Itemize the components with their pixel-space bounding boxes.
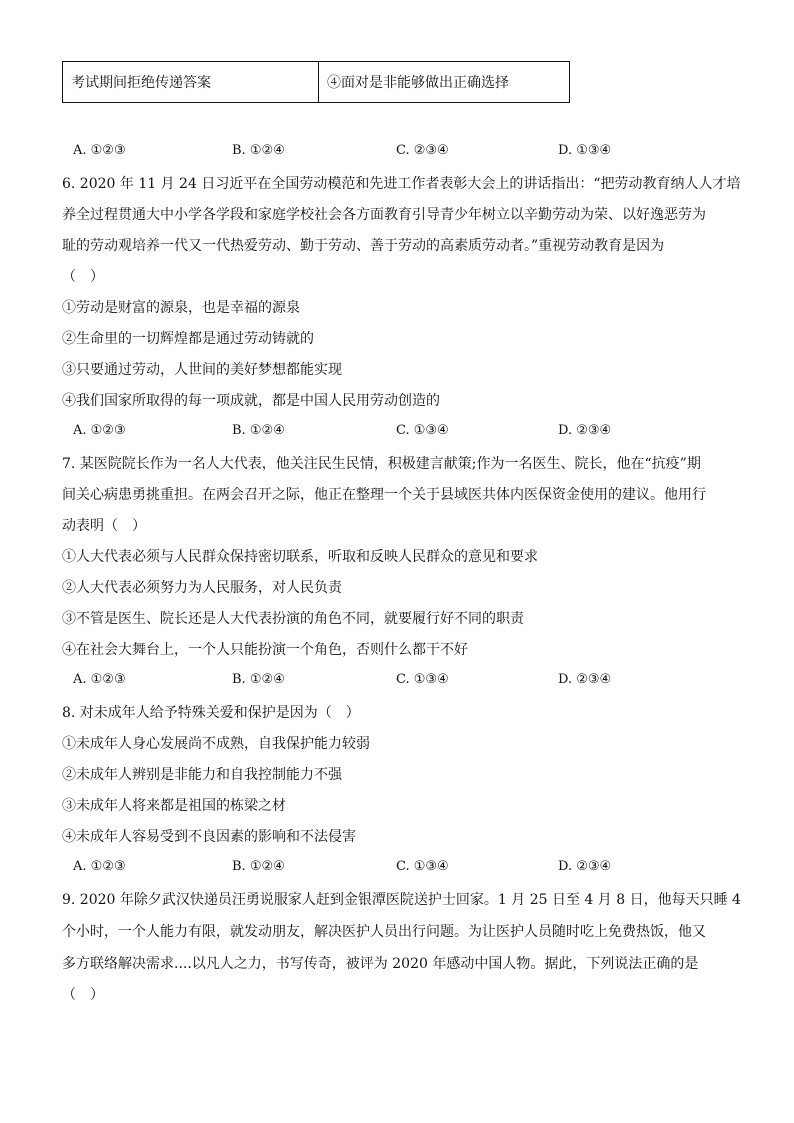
option-c[interactable]: C. ①③④ xyxy=(396,859,449,874)
q6-stem-line: 耻的劳动观培养一代又一代热爱劳动、勤于劳动、善于劳动的高素质劳动者。”重视劳动教育是因为 xyxy=(62,238,665,254)
q6-answer-blank: （ ） xyxy=(62,269,104,285)
q6-stem-line: 6. 2020 年 11 月 24 日习近平在全国劳动模范和先进工作者表彰大会上的讲话指出：“把劳动教育纳人人才培 xyxy=(62,176,741,192)
q6-stem-line: 养全过程贯通大中小学各学段和家庭学校社会各方面教育引导青少年树立以辛勤劳动为荣、以好逸恶劳为 xyxy=(62,207,706,223)
q9-stem-line: 多方联络解决需求....以凡人之力，书写传奇，被评为 2020 年感动中国人物。据此，下列说法正确的是 xyxy=(62,956,699,972)
table-cell: ④面对是非能够做出正确选择 xyxy=(319,62,570,103)
option-c[interactable]: C. ②③④ xyxy=(396,143,449,158)
option-b[interactable]: B. ①②④ xyxy=(232,859,285,874)
option-b[interactable]: B. ①②④ xyxy=(232,672,285,687)
q8-item: ②未成年人辨别是非能力和自我控制能力不强 xyxy=(62,767,342,783)
option-c[interactable]: C. ①③④ xyxy=(396,423,449,438)
q7-stem-line: 7. 某医院院长作为一名人大代表，他关注民生民情，积极建言献策;作为一名医生、院长，他在“抗疫”期 xyxy=(62,456,701,472)
option-d[interactable]: D. ②③④ xyxy=(558,423,612,438)
q6-item: ④我们国家所取得的每一项成就，都是中国人民用劳动创造的 xyxy=(62,393,440,409)
q9-stem-line: 9. 2020 年除夕武汉快递员汪勇说服家人赶到金银潭医院送护士回家。1 月 25 日至 4 月 8 日，他每天只睡 4 xyxy=(62,892,741,908)
option-a[interactable]: A. ①②③ xyxy=(73,423,126,438)
q8-item: ①未成年人身心发展尚不成熟，自我保护能力较弱 xyxy=(62,736,370,752)
option-b[interactable]: B. ①②④ xyxy=(232,423,285,438)
q7-item: ②人大代表必须努力为人民服务，对人民负责 xyxy=(62,580,342,596)
q5-options xyxy=(73,143,693,163)
option-d[interactable]: D. ①③④ xyxy=(558,143,612,158)
q7-item: ④在社会大舞台上，一个人只能扮演一个角色，否则什么都干不好 xyxy=(62,642,468,658)
q8-item: ④未成年人容易受到不良因素的影响和不法侵害 xyxy=(62,829,356,845)
option-a[interactable]: A. ①②③ xyxy=(73,143,126,158)
q6-options xyxy=(73,423,693,443)
q6-item: ③只要通过劳动，人世间的美好梦想都能实现 xyxy=(62,362,342,378)
option-b[interactable]: B. ①②④ xyxy=(232,143,285,158)
q8-item: ③未成年人将来都是祖国的栋梁之材 xyxy=(62,798,286,814)
q7-stem-line: 间关心病患勇挑重担。在两会召开之际，他正在整理一个关于县域医共体内医保资金使用的建议。他用行 xyxy=(62,487,706,503)
option-d[interactable]: D. ②③④ xyxy=(558,672,612,687)
q7-stem-line: 动表明（ ） xyxy=(62,518,146,534)
q9-answer-blank: （ ） xyxy=(62,987,104,1003)
q9-stem-line: 个小时，一个人能力有限，就发动朋友，解决医护人员出行问题。为让医护人员随时吃上免费热饭，他又 xyxy=(62,924,706,940)
q7-item: ③不管是医生、院长还是人大代表扮演的角色不同，就要履行好不同的职责 xyxy=(62,611,524,627)
q6-item: ②生命里的一切辉煌都是通过劳动铸就的 xyxy=(62,331,314,347)
q7-item: ①人大代表必须与人民群众保持密切联系，听取和反映人民群众的意见和要求 xyxy=(62,549,538,565)
q8-stem-line: 8. 对未成年人给予特殊关爱和保护是因为（ ） xyxy=(62,705,360,721)
table-cell: 考试期间拒绝传递答案 xyxy=(63,62,319,103)
option-a[interactable]: A. ①②③ xyxy=(73,859,126,874)
q8-options xyxy=(73,859,693,879)
q7-options xyxy=(73,672,693,692)
option-d[interactable]: D. ②③④ xyxy=(558,859,612,874)
answer-table xyxy=(62,61,570,103)
option-c[interactable]: C. ①③④ xyxy=(396,672,449,687)
table-row xyxy=(63,62,570,103)
q6-item: ①劳动是财富的源泉，也是幸福的源泉 xyxy=(62,300,300,316)
option-a[interactable]: A. ①②③ xyxy=(73,672,126,687)
